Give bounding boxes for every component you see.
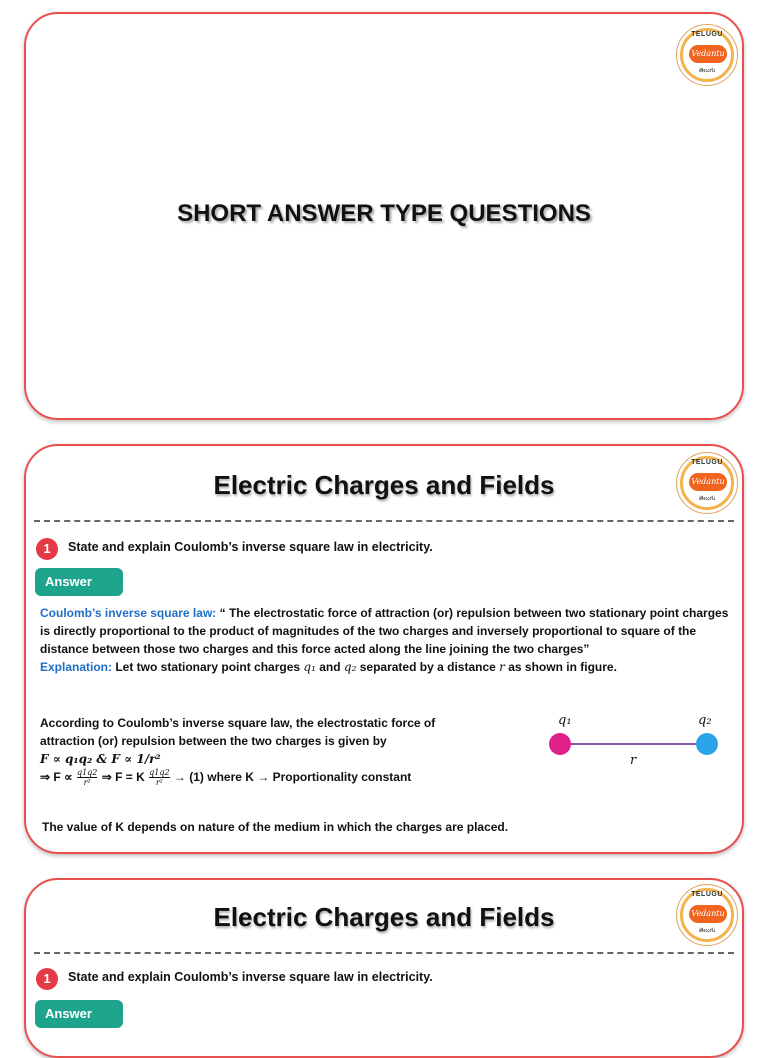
coulomb-formula-block (40, 714, 520, 787)
answer-button[interactable]: Answer (35, 1000, 123, 1028)
fraction-numerator: q1q2 (76, 768, 98, 778)
proportionality-line: F ∝ q₁q₂ & F ∝ 1/r² (40, 752, 161, 766)
question-text: State and explain Coulomb’s inverse square law in electricity. (68, 970, 433, 984)
law-label: Coulomb’s inverse square law: (40, 606, 217, 620)
formula-line (40, 768, 520, 787)
dashed-divider (34, 952, 734, 954)
r-label: r (630, 753, 637, 768)
logo-top-text: TELUGU (691, 459, 723, 466)
q2-label: q₂ (698, 713, 712, 728)
question-text: State and explain Coulomb’s inverse square law in electricity. (68, 540, 433, 554)
fraction-denominator: r² (83, 778, 91, 788)
k-dependency-line: The value of K depends on nature of the medium in which the charges are placed. (42, 820, 509, 834)
explanation-mid: separated by a distance (356, 660, 500, 674)
logo-sub-text: తెలుగు (698, 928, 716, 934)
logo-brand: Vedantu (689, 473, 727, 491)
title-slide (24, 12, 744, 420)
logo-top-text: TELUGU (691, 891, 723, 898)
fraction-numerator: q1q2 (149, 768, 170, 778)
formula-prefix: ⇒ F ∝ (40, 770, 73, 784)
q1-label: q₁ (558, 713, 572, 728)
slide-title: SHORT ANSWER TYPE QUESTIONS (177, 200, 591, 227)
charge-q1 (549, 733, 571, 755)
formula-fraction-2 (149, 768, 169, 787)
explanation-pre: Let two stationary point charges (112, 660, 304, 674)
vedantu-logo (676, 24, 738, 86)
explanation-r: r (499, 660, 505, 674)
question-slide-2 (24, 878, 744, 1058)
dashed-divider (34, 520, 734, 522)
explanation-and: and (315, 660, 344, 674)
logo-sub-text: తెలుగు (698, 68, 716, 74)
explanation-q2: q₂ (343, 660, 357, 674)
fraction-denominator: r² (155, 778, 163, 788)
according-line-2: attraction (or) repulsion between the two charges is given by (40, 734, 387, 748)
explanation-q1: q₁ (303, 660, 316, 674)
explanation-post: as shown in figure. (504, 660, 617, 674)
question-number-badge: 1 (36, 538, 58, 560)
according-line-1: According to Coulomb’s inverse square law, the electrostatic force of (40, 716, 436, 730)
coulomb-figure (526, 704, 726, 774)
logo-brand: Vedantu (689, 45, 727, 63)
formula-mid: ⇒ F = K (101, 770, 145, 784)
logo-top-text: TELUGU (691, 31, 723, 38)
answer-button[interactable]: Answer (35, 568, 123, 596)
formula-tail: → (1) where K → Proportionality constant (173, 770, 412, 784)
logo-brand: Vedantu (689, 905, 727, 923)
question-slide (24, 444, 744, 854)
formula-fraction-1 (77, 768, 97, 787)
question-number-badge: 1 (36, 968, 58, 990)
explanation-label: Explanation: (40, 660, 113, 674)
logo-sub-text: తెలుగు (698, 496, 716, 502)
section-title: Electric Charges and Fields (213, 902, 555, 932)
law-paragraph (40, 604, 736, 676)
charge-q2 (696, 733, 718, 755)
section-title: Electric Charges and Fields (213, 470, 555, 500)
law-text: “ The electrostatic force of attraction (or) repulsion between two stationary point charges is directly proportional to the product of magnitudes of the two charges and inversely proportional to square of the distance between those two charges and this force acted along the line joining the two charges” (40, 606, 729, 656)
